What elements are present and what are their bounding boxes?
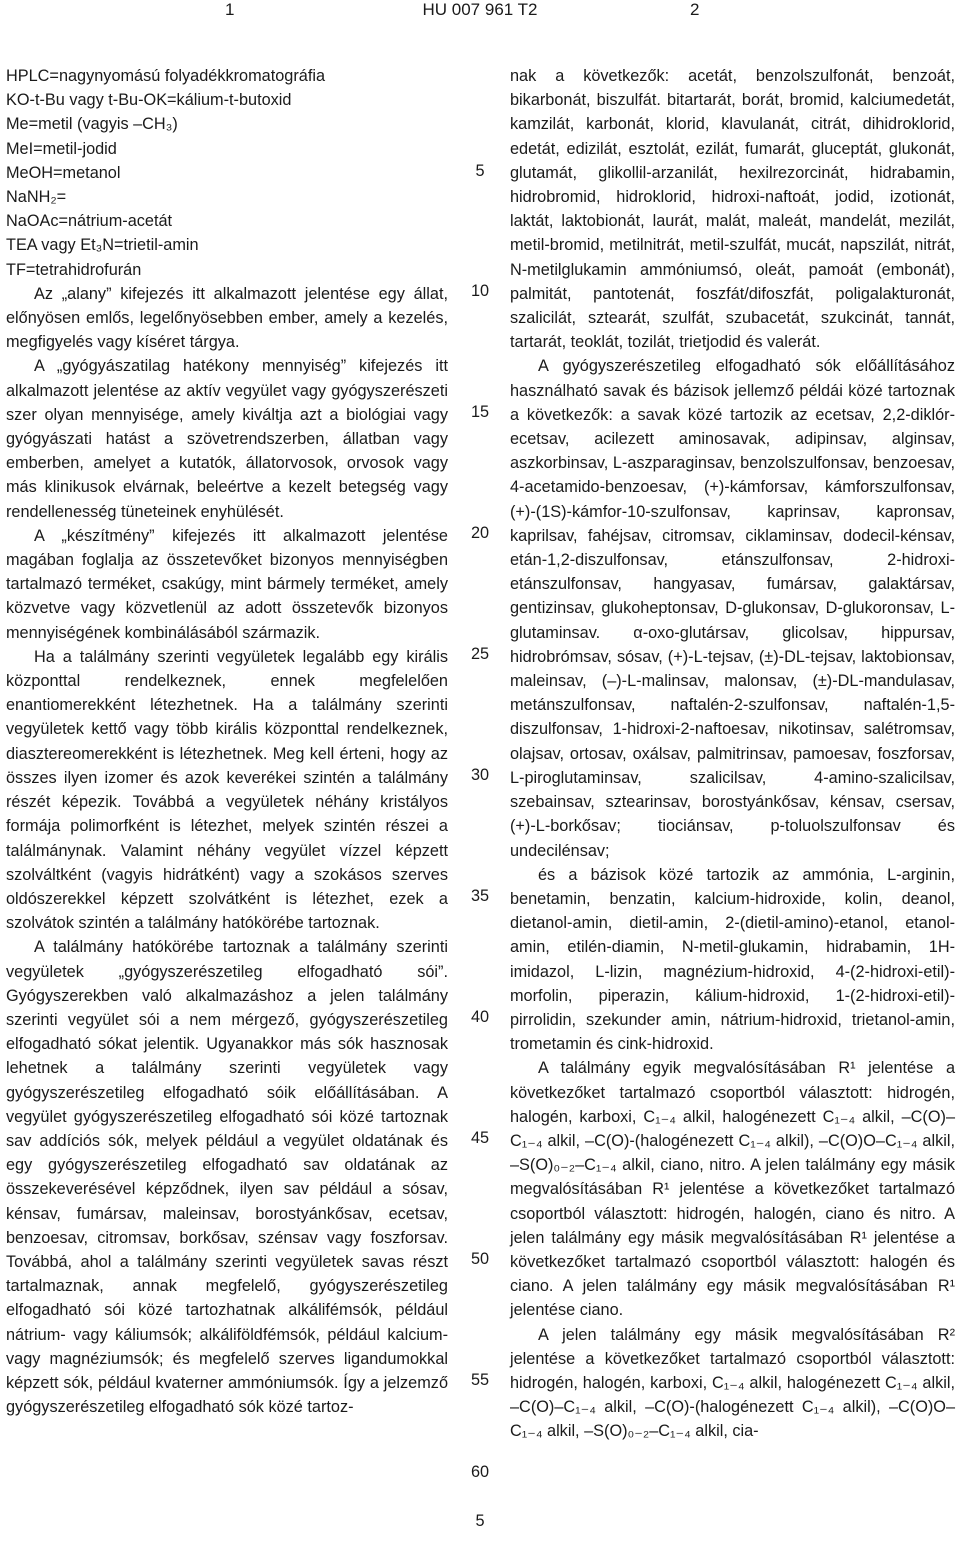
abbreviation-kotbu: KO-t-Bu vagy t-Bu-OK=kálium-t-butoxid [6,91,292,110]
abbreviation-naoac: NaOAc=nátrium-acetát [6,212,173,231]
line-number: 35 [470,887,490,905]
abbreviation-mei: MeI=metil-jodid [6,139,117,158]
paragraph-hatekony-mennyiseg: A „gyógyászatilag hatékony mennyiség” kifejezés itt alkalmazott jelentése az aktív vegyület vagy gyógyszerészeti szer olyan mennyisége, amely kiváltja azt a biológiai vagy gyógyászati hatást a szövetrendszerben, állatban vagy emberben, amelyet a kutatók, állatorvosok, orvosok vagy más klinikusok elvárnak, beleértve a kezelt betegség vagy rendellenesség tüneteinek enyhülését. [6,357,448,521]
abbreviation-nanh2: NaNH₂= [6,188,67,207]
line-number: 25 [470,645,490,663]
paragraph-keszitmeny: A „készítmény” kifejezés itt alkalmazott jelentése magában foglalja az összetevőket bizonyos mennyiségben tartalmazó terméket, csakúgy, mint bármely terméket, amely közvetve vagy közvetlenül az adott összetevők bizonyos mennyiségének kombinálásából származik. [6,526,448,642]
line-number: 15 [470,403,490,421]
abbreviation-meoh: MeOH=metanol [6,163,121,182]
left-column [6,64,448,1419]
abbreviation-hplc: HPLC=nagynyomású folyadékkromatográfia [6,67,326,85]
line-number: 60 [470,1463,490,1481]
paragraph-acids: A gyógyszerészetileg elfogadható sók előállításához használható savak és bázisok jellemző példái közé tartoznak a következők: a savak közé tartozik az ecetsav, 2,2-diklór-ecetsav, acilezett aminosavak, adipinsav, alginsav, aszkorbinsav, L-aszparaginsav, benzolszulfonsav, benzoesav, 4-acetamido-benzoesav, (+)-kámforsav, kámforszulfonsav, (+)-(1S)-kámfor-10-szulfonsav, kaprinsav, kapronsav, kaprilsav, fahéjsav, citromsav, ciklaminsav, dodecil-kénsav, etán-1,2-diszulfonsav, etánszulfonsav, 2-hidroxi-etánszulfonsav, hangyasav, fumársav, galaktársav, gentizinsav, glukoheptonsav, D-glukonsav, D-glukoronsav, L-glutaminsav. α-oxo-glutársav, glicolsav, hippursav, hidrobrómsav, sósav, (+)-L-tejsav, (±)-DL-tejsav, laktobionsav, maleinsav, (–)-L-malinsav, malonsav, (±)-DL-mandulasav, metánszulfonsav, naftalén-2-szulfonsav, naftalén-1,5-diszulfonsav, 1-hidroxi-2-naftoesav, nikotinsav, salétromsav, olajsav, ortosav, oxálsav, palmitrinsav, pamoesav, foszforsav, L-piroglutaminsav, szalicilsav, 4-amino-szalicilsav, szebainsav, sztearinsav, borostyánkősav, kénsav, csersav, (+)-L-borkősav; tiociánsav, p-toluolszulfonsav és undecilénsav; [510,357,955,860]
line-number: 50 [470,1250,490,1268]
line-number: 5 [475,162,485,180]
right-column [510,64,955,1444]
abbreviation-me: Me=metil (vagyis –CH₃) [6,115,178,134]
line-number: 10 [470,282,490,300]
line-number: 20 [470,524,490,542]
paragraph-r2: A jelen találmány egy másik megvalósításában R² jelentése a következőket tartalmazó csoportból választott: hidrogén, halogén, karboxi, C₁₋₄ alkil, halogénezett C₁₋₄ alkil, –C(O)–C₁₋₄ alkil, –C(O)-(halogénezett C₁₋₄ alkil), –C(O)O–C₁₋₄ alkil, –S(O)₀₋₂–C₁₋₄ alkil, cia- [510,1325,955,1441]
header-patent-number: HU 007 961 T2 [422,0,538,19]
line-number: 45 [470,1129,490,1147]
line-number: 30 [470,766,490,784]
line-number: 55 [470,1371,490,1389]
abbreviation-tf: TF=tetrahidrofurán [6,260,142,279]
paragraph-kiralis: Ha a találmány szerinti vegyületek legalább egy királis központtal rendelkeznek, ennek megfelelően enantiomerekként létezhetnek. Ha a találmány szerinti vegyületek kettő vagy több királis központtal rendelkeznek, diasztereomerekként is létezhetnek. Meg kell érteni, hogy az összes ilyen izomer és azok keverékei szintén a találmány részét képezik. Továbbá a vegyületek néhány kristályos formája polimorfként is létezhet, melyek szintén részei a találmánynak. Valamint néhány vegyület vízzel képzett szolváltként (vagyis hidrátként) vagy a szokásos szerves oldószerekkel képzett szolvátként is létezhet, ezek a szolvátok szintén a találmány hatókörébe tartoznak. [6,647,448,933]
paragraph-salt-list: nak a következők: acetát, benzolszulfonát, benzoát, bikarbonát, biszulfát. bitartarát, borát, bromid, kalciumedetát, kamzilát, karbonát, klorid, klavulanát, citrát, dihidroklorid, edetát, edizilát, esztolát, ezilát, fumarát, gluceptát, glukonát, glutamát, glikollil-arzanilát, hexilrezorcinát, hidrabamin, hidrobromid, hidroklorid, hidroxi-naftoát, jodid, izotionát, laktát, laktobionát, laurát, malát, maleát, mandelát, mezilát, metil-bromid, metilnitrát, metil-szulfát, mucát, napszilát, nitrát, N-metilglukamin ammóniumsó, oleát, pamoát (embonát), palmitát, pantotenát, foszfát/difoszfát, poligalakturonát, szalicilát, sztearát, szulfát, szubacetát, szukcinát, tannát, tartarát, teoklát, tozilát, trietjodid és valerát. [510,67,955,352]
paragraph-bases: és a bázisok közé tartozik az ammónia, L-arginin, benetamin, benzatin, kalcium-hidroxide, kolin, deanol, dietanol-amin, dietil-amin, 2-(dietil-amino)-etanol, etanol-amin, etilén-diamin, N-metil-glukamin, hidrabamin, 1H-imidazol, L-lizin, magnézium-hidroxid, 4-(2-hidroxi-etil)-morfolin, piperazin, kálium-hidroxid, 1-(2-hidroxi-etil)-pirrolidin, szekunder amin, nátrium-hidroxid, trietanol-amin, trometamin és cink-hidroxid. [510,865,955,1054]
header-page-right: 2 [690,0,700,19]
header-page-left: 1 [225,0,235,19]
line-number: 40 [470,1008,490,1026]
paragraph-r1: A találmány egyik megvalósításában R¹ jelentése a következőket tartalmazó csoportból választott: hidrogén, halogén, karboxi, C₁₋₄ alkil, halogénezett C₁₋₄ alkil, –C(O)–C₁₋₄ alkil, –C(O)-(halogénezett C₁₋₄ alkil), –C(O)O–C₁₋₄ alkil, –S(O)₀₋₂–C₁₋₄ alkil, ciano, nitro. A jelen találmány egy másik megvalósításában R¹ jelentése a következőket tartalmazó csoportból választott: hidrogén, halogén, ciano és nitro. A jelen találmány egy másik megvalósításában R¹ jelentése a következőket tartalmazó csoportból választott: halogén és ciano. A jelen találmány egy másik megvalósításában R¹ jelentése ciano. [510,1059,955,1320]
footer-page-number: 5 [475,1512,485,1530]
abbreviation-tea: TEA vagy Et₃N=trietil-amin [6,236,199,255]
paragraph-elfogadhato-sok: A találmány hatókörébe tartoznak a találmány szerinti vegyületek „gyógyszerészetileg elfogadható sói”. Gyógyszerekben való alkalmazáshoz a jelen találmány szerinti vegyület sói a nem mérgező, gyógyszerészetileg elfogadható sókat jelentik. Ugyanakkor más sók hasznosak lehetnek a találmány szerinti vegyületek vagy gyógyszerészetileg elfogadható sóik előállításában. A vegyület gyógyszerészetileg elfogadható sói közé tartoznak sav addíciós sók, melyek például a vegyület oldatának és egy gyógyszerészetileg elfogadható sav oldatának az összekeverésével képződnek, ilyen sav például a sósav, kénsav, fumársav, maleinsav, borostyánkősav, ecetsav, benzoesav, citromsav, borkősav, szénsav vagy foszforsav. Továbbá, ahol a találmány szerinti vegyületek savas részt tartalmaznak, annak megfelelő, gyógyszerészetileg elfogadható sói közé tartozhatnak alkálifémsók, például nátrium- vagy káliumsók; alkáliföldfémsók, például kalcium- vagy magnéziumsók; és megfelelő szerves ligandumokkal képzett sók, például kvaterner ammóniumsók. Így a jelzemző gyógyszerészetileg elfogadható sók közé tartoz- [6,938,448,1417]
paragraph-alany: Az „alany” kifejezés itt alkalmazott jelentése egy állat, előnyösen emlős, legelőnyösebben ember, amely a kezelés, megfigyelés vagy kíséret tárgya. [6,284,448,352]
